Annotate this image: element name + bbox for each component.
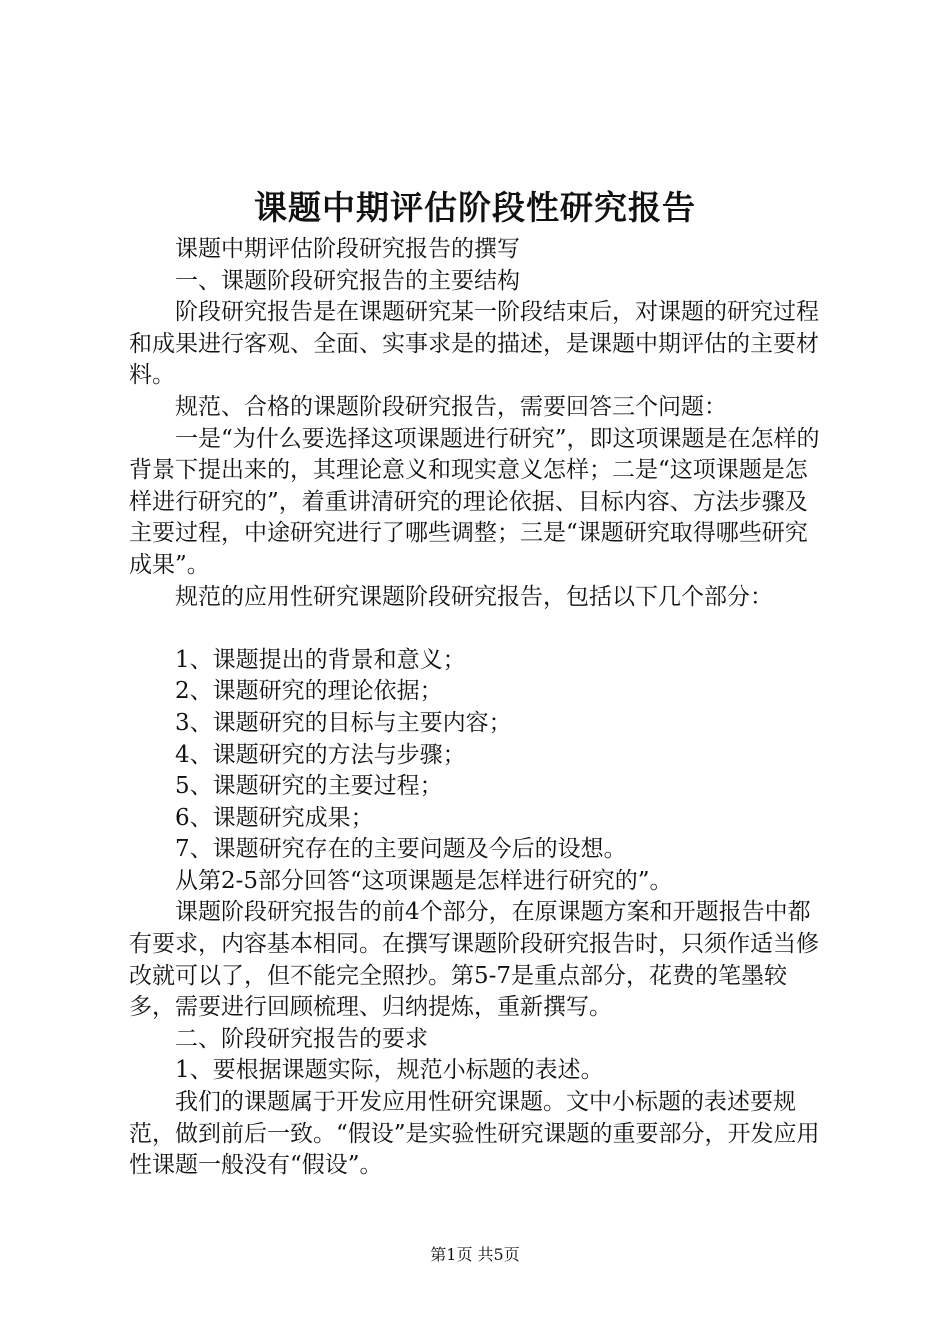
- paragraph: 1、要根据课题实际，规范小标题的表述。: [175, 1057, 604, 1084]
- list-item: 5、课题研究的主要过程；: [175, 773, 443, 800]
- paragraph: 一、课题阶段研究报告的主要结构: [175, 267, 520, 294]
- list-item: 6、课题研究成果；: [175, 804, 374, 831]
- document-title: 课题中期评估阶段性研究报告: [254, 188, 696, 227]
- paragraph: 二、阶段研究报告的要求: [175, 1025, 428, 1052]
- blank-line: [129, 613, 829, 645]
- document-body: [129, 234, 829, 1182]
- paragraph: 课题中期评估阶段研究报告的撰写: [175, 236, 520, 262]
- paragraph: 规范的应用性研究课题阶段研究报告，包括以下几个部分：: [175, 583, 773, 610]
- list-item: 7、课题研究存在的主要问题及今后的设想。: [175, 836, 627, 863]
- paragraph: 我们的课题属于开发应用性研究课题。文中小标题的表述要规范，做到前后一致。“假设”是实验性研究课题的重要部分，开发应用性课题一般没有“假设”。: [129, 1089, 820, 1179]
- page-footer: 第1页 共5页: [430, 1245, 520, 1264]
- paragraph: 规范、合格的课题阶段研究报告，需要回答三个问题：: [175, 393, 727, 420]
- paragraph: 一是“为什么要选择这项课题进行研究”，即这项课题是在怎样的背景下提出来的，其理论意义和现实意义怎样；二是“这项课题是怎样进行研究的”，着重讲清研究的理论依据、目标内容、方法步骤及主要过程，中途研究进行了哪些调整；三是“课题研究取得哪些研究成果”。: [129, 425, 820, 578]
- list-item: 从第2-5部分回答“这项课题是怎样进行研究的”。: [175, 867, 673, 894]
- paragraph: 课题阶段研究报告的前4个部分，在原课题方案和开题报告中都有要求，内容基本相同。在撰写课题阶段研究报告时，只须作适当修改就可以了，但不能完全照抄。第5-7是重点部分，花费的笔墨较多，需要进行回顾梳理、归纳提炼，重新撰写。: [129, 899, 819, 1021]
- list-item: 2、课题研究的理论依据；: [175, 678, 443, 705]
- list-item: 3、课题研究的目标与主要内容；: [175, 709, 512, 736]
- list-item: 1、课题提出的背景和意义；: [175, 646, 466, 673]
- paragraph: 阶段研究报告是在课题研究某一阶段结束后，对课题的研究过程和成果进行客观、全面、实事求是的描述，是课题中期评估的主要材料。: [129, 299, 819, 389]
- list-item: 4、课题研究的方法与步骤；: [175, 741, 466, 768]
